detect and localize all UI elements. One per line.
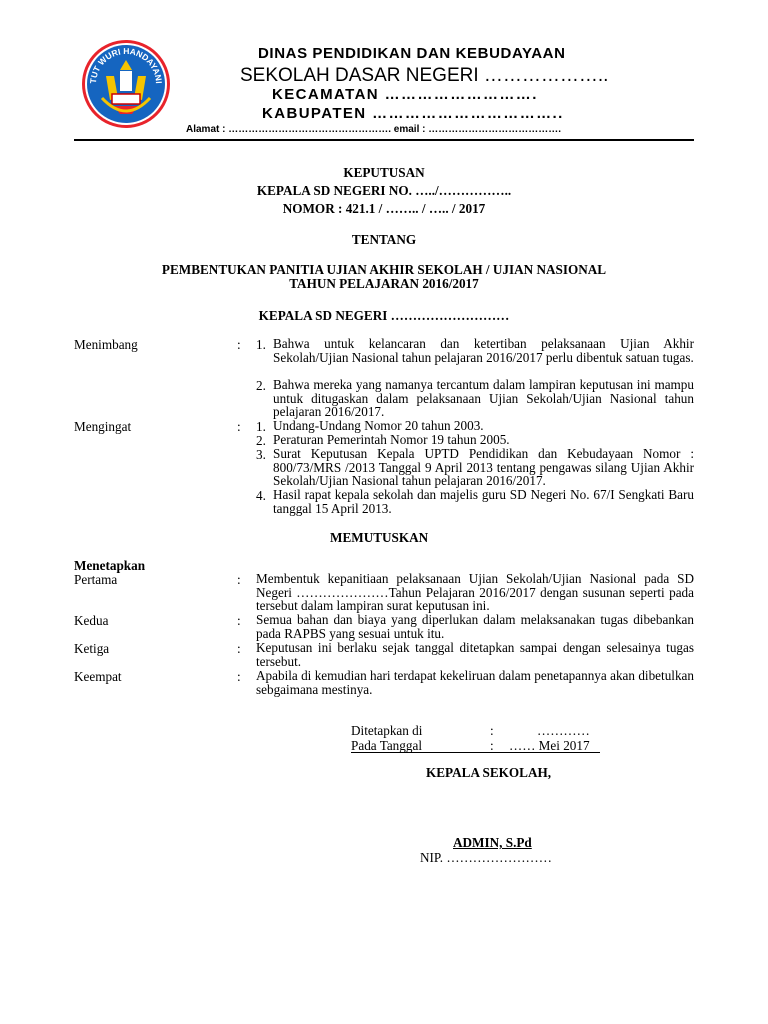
mengingat-item-2: Peraturan Pemerintah Nomor 19 tahun 2005. [273, 432, 510, 447]
tanggal-colon: : [490, 738, 494, 753]
ditetapkan-value: ………… [537, 723, 590, 738]
mengingat-item-3-number: 3. [256, 447, 266, 462]
mengingat-colon: : [237, 419, 241, 434]
mengingat-item-1-number: 1. [256, 419, 266, 434]
menimbang-colon: : [237, 337, 241, 352]
mengingat-item-4: Hasil rapat kepala sekolah dan majelis guru SD Negeri No. 67/I Sengkati Baru tanggal 15 April 2013. [273, 487, 694, 516]
ketiga-label: Ketiga [74, 641, 110, 656]
menimbang-item-2-number: 2. [256, 378, 266, 393]
mengingat-item-4-number: 4. [256, 488, 266, 503]
tanggal-label: Pada Tanggal [351, 738, 422, 753]
menimbang-item-2: Bahwa mereka yang namanya tercantum dalam lampiran keputusan ini mampu untuk ditugaskan dalam pelaksanaan Ujian Sekolah/Ujian Nasional tahun pelajaran 2016/2017. [273, 377, 694, 420]
decree-issuer: KEPALA SD NEGERI NO. …../…………….. [256, 183, 512, 198]
decree-number: NOMOR : 421.1 / …….. / ….. / 2017 [282, 201, 486, 216]
ketiga-text: Keputusan ini berlaku sejak tanggal ditetapkan sampai dengan selesainya tugas tersebut. [256, 640, 694, 669]
mengingat-item-3: Surat Keputusan Kepala UPTD Pendidikan dan Kebudayaan Nomor : 800/73/MRS /2013 Tanggal 9 April 2013 tentang pengawas silang Ujian Akhir Sekolah/Ujian Nasional tahun pelajaran 2016/2017. [273, 446, 694, 489]
kedua-text: Semua bahan dan biaya yang diperlukan dalam melaksanakan tugas dibebankan pada RAPBS yang sesuai untuk itu. [256, 612, 694, 641]
kedua-label: Kedua [74, 613, 109, 628]
letterhead-kabupaten: KABUPATEN …………………………….. [262, 105, 564, 122]
menimbang-item-1: Bahwa untuk kelancaran dan ketertiban pelaksanaan Ujian Akhir Sekolah/Ujian Nasional tahun pelajaran 2016/2017 perlu dibentuk satuan tugas. [273, 336, 694, 365]
keempat-colon: : [237, 669, 241, 684]
ketiga-colon: : [237, 641, 241, 656]
ditetapkan-label: Ditetapkan di [351, 723, 423, 738]
memutuskan-heading: MEMUTUSKAN [330, 530, 429, 545]
tanggal-value: …… Mei 2017 [509, 738, 590, 753]
menimbang-label: Menimbang [74, 337, 138, 352]
keempat-text: Apabila di kemudian hari terdapat kekeliruan dalam penetapannya akan dibetulkan sebgaimana mestinya. [256, 668, 694, 697]
menetapkan-label: Menetapkan [74, 558, 146, 573]
pertama-text: Membentuk kepanitiaan pelaksanaan Ujian Sekolah/Ujian Nasional pada SD Negeri …………………Tahun Pelajaran 2016/2017 dengan susunan seperti pada tersebut dalam lampiran surat keputusan ini. [256, 571, 694, 614]
mengingat-item-2-number: 2. [256, 433, 266, 448]
pertama-label: Pertama [74, 572, 118, 587]
subject-line-2: TAHUN PELAJARAN 2016/2017 [289, 276, 479, 291]
letterhead-agency: DINAS PENDIDIKAN DAN KEBUDAYAAN [258, 45, 566, 62]
tut-wuri-handayani-logo [80, 38, 172, 130]
mengingat-item-1: Undang-Undang Nomor 20 tahun 2003. [273, 418, 484, 433]
letterhead-address: Alamat : …………………………………………. email : …………………………………. [186, 124, 562, 135]
pertama-colon: : [237, 572, 241, 587]
issuer-heading: KEPALA SD NEGERI ……………………… [258, 308, 510, 323]
kedua-colon: : [237, 613, 241, 628]
mengingat-label: Mengingat [74, 419, 132, 434]
menimbang-item-1-number: 1. [256, 337, 266, 352]
decree-heading: KEPUTUSAN [343, 165, 425, 180]
signatory-role: KEPALA SEKOLAH, [426, 765, 552, 780]
letterhead-school: SEKOLAH DASAR NEGERI ……………….. [240, 65, 609, 86]
tentang-heading: TENTANG [351, 232, 417, 247]
signatory-nip: NIP. …………………… [420, 850, 552, 865]
letterhead-divider [74, 139, 694, 141]
svg-text:TUT WURI HANDAYANI: TUT WURI HANDAYANI [87, 45, 165, 84]
ditetapkan-colon: : [490, 723, 494, 738]
keempat-label: Keempat [74, 669, 122, 684]
signatory-name: ADMIN, S.Pd [453, 835, 532, 850]
letterhead-kecamatan: KECAMATAN ………………………. [272, 86, 538, 103]
subject-line-1: PEMBENTUKAN PANITIA UJIAN AKHIR SEKOLAH / UJIAN NASIONAL [161, 262, 607, 277]
tanggal-underline [351, 752, 600, 753]
